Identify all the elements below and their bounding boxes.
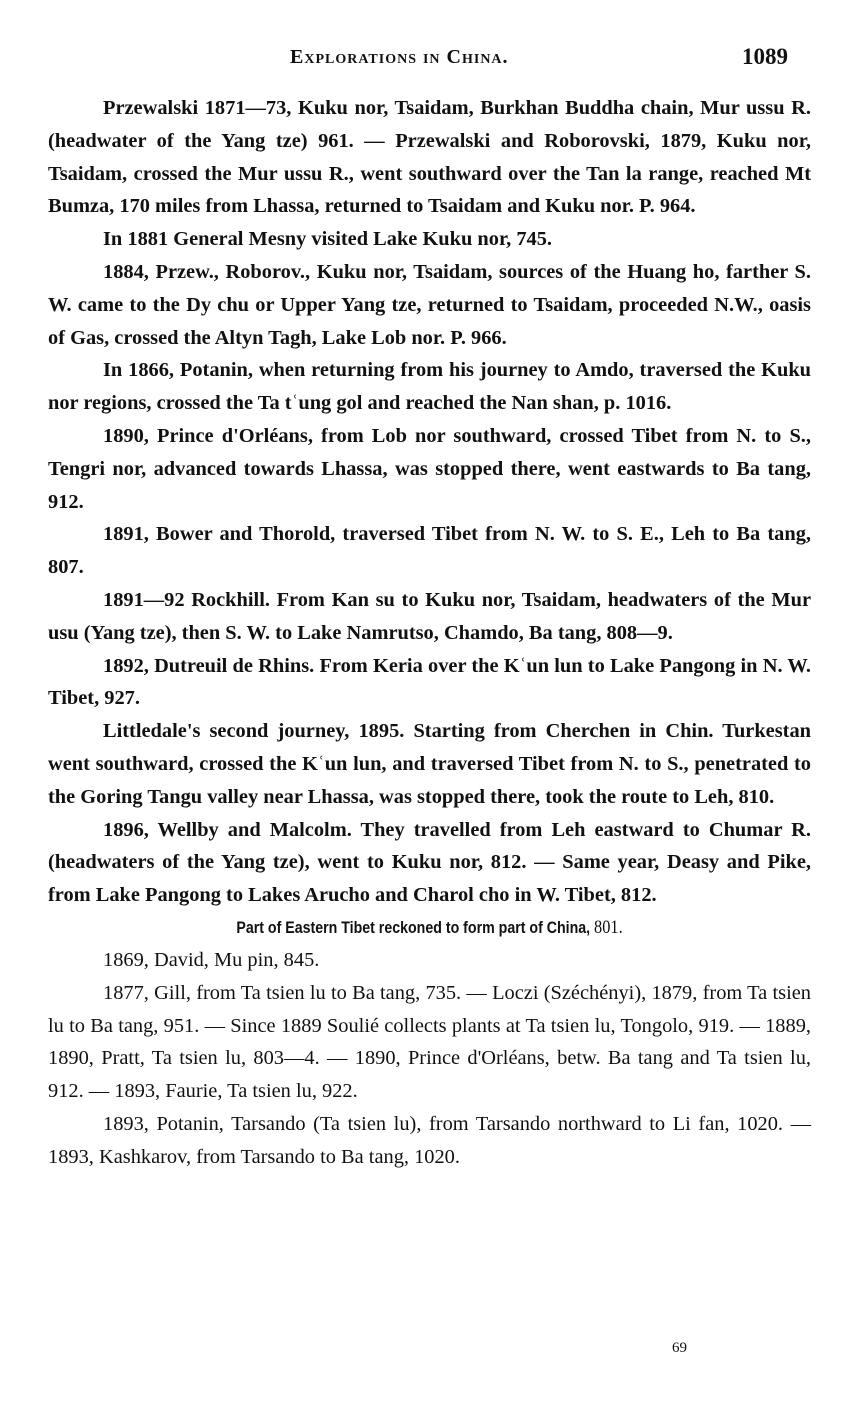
paragraph-przewalski-1884: 1884, Przew., Roborov., Kuku nor, Tsaidam, sources of the Huang ho, farther S. W. came to the Dy chu or Upper Yang tze, returned to Tsaidam, proceeded N.W., oasis of Gas, crossed the Altyn Tagh, Lake Lob nor. P. 966. — [48, 260, 811, 349]
paragraph-potanin-1893: 1893, Potanin, Tarsando (Ta tsien lu), from Tarsando northward to Li fan, 1020. — 1893, Kashkarov, from Tarsando to Ba tang, 1020. — [48, 1112, 811, 1168]
body-text — [48, 92, 811, 1174]
paragraph-gill-1877: 1877, Gill, from Ta tsien lu to Ba tang, 735. — Loczi (Széchényi), 1879, from Ta tsien lu to Ba tang, 951. — Since 1889 Soulié collects plants at Ta tsien lu, Tongolo, 919. — 1889, 1890, Pratt, Ta tsien lu, 803—4. — 1890, Prince d'Orléans, betw. Ba tang and Ta tsien lu, 912. — 1893, Faurie, Ta tsien lu, 922. — [48, 981, 811, 1103]
paragraph-rockhill-1891: 1891—92 Rockhill. From Kan su to Kuku nor, Tsaidam, headwaters of the Mur usu (Yang tze), then S. W. to Lake Namrutso, Chamdo, Ba tang, 808—9. — [48, 588, 811, 644]
running-title: Explorations in China. — [290, 46, 509, 68]
paragraph-littledale-1895: Littledale's second journey, 1895. Starting from Cherchen in Chin. Turkestan went southward, crossed the Kʿun lun, and traversed Tibet from N. to S., penetrated to the Goring Tangu valley near Lhassa, was stopped there, took the route to Leh, 810. — [48, 720, 811, 808]
paragraph-david-1869: 1869, David, Mu pin, 845. — [103, 948, 320, 971]
paragraph-bower-1891: 1891, Bower and Thorold, traversed Tibet from N. W. to S. E., Leh to Ba tang, 807. — [48, 523, 811, 579]
section-heading — [101, 912, 757, 944]
paragraph-mesny-1881: In 1881 General Mesny visited Lake Kuku nor, 745. — [103, 228, 553, 251]
page-header — [0, 46, 850, 80]
paragraph-dutreuil-1892: 1892, Dutreuil de Rhins. From Keria over the Kʿun lun to Lake Pangong in N. W. Tibet, 927. — [48, 654, 811, 710]
paragraph-orleans-1890: 1890, Prince d'Orléans, from Lob nor southward, crossed Tibet from N. to S., Tengri nor, advanced towards Lhassa, was stopped there, went eastwards to Ba tang, 912. — [48, 424, 811, 513]
paragraph-przewalski-1871: Przewalski 1871—73, Kuku nor, Tsaidam, Burkhan Buddha chain, Mur ussu R. (headwater of the Yang tze) 961. — Przewalski and Roborovski, 1879, Kuku nor, Tsaidam, crossed the Mur ussu R., went southward over the Tan la range, reached Mt Bumza, 170 miles from Lhassa, returned to Tsaidam and Kuku nor. P. 964. — [48, 97, 811, 218]
page-number: 1089 — [742, 44, 788, 69]
paragraph-wellby-1896: 1896, Wellby and Malcolm. They travelled from Leh eastward to Chumar R. (headwaters of the Yang tze), went to Kuku nor, 812. — Same year, Deasy and Pike, from Lake Pangong to Lakes Arucho and Charol cho in W. Tibet, 812. — [48, 818, 811, 907]
section-heading-number: 801. — [594, 916, 623, 938]
section-heading-text: Part of Eastern Tibet reckoned to form part of China, — [236, 918, 591, 937]
signature-mark: 69 — [672, 1340, 687, 1356]
paragraph-potanin-1866: In 1866, Potanin, when returning from his journey to Amdo, traversed the Kuku nor regions, crossed the Ta tʿung gol and reached the Nan shan, p. 1016. — [48, 359, 811, 415]
